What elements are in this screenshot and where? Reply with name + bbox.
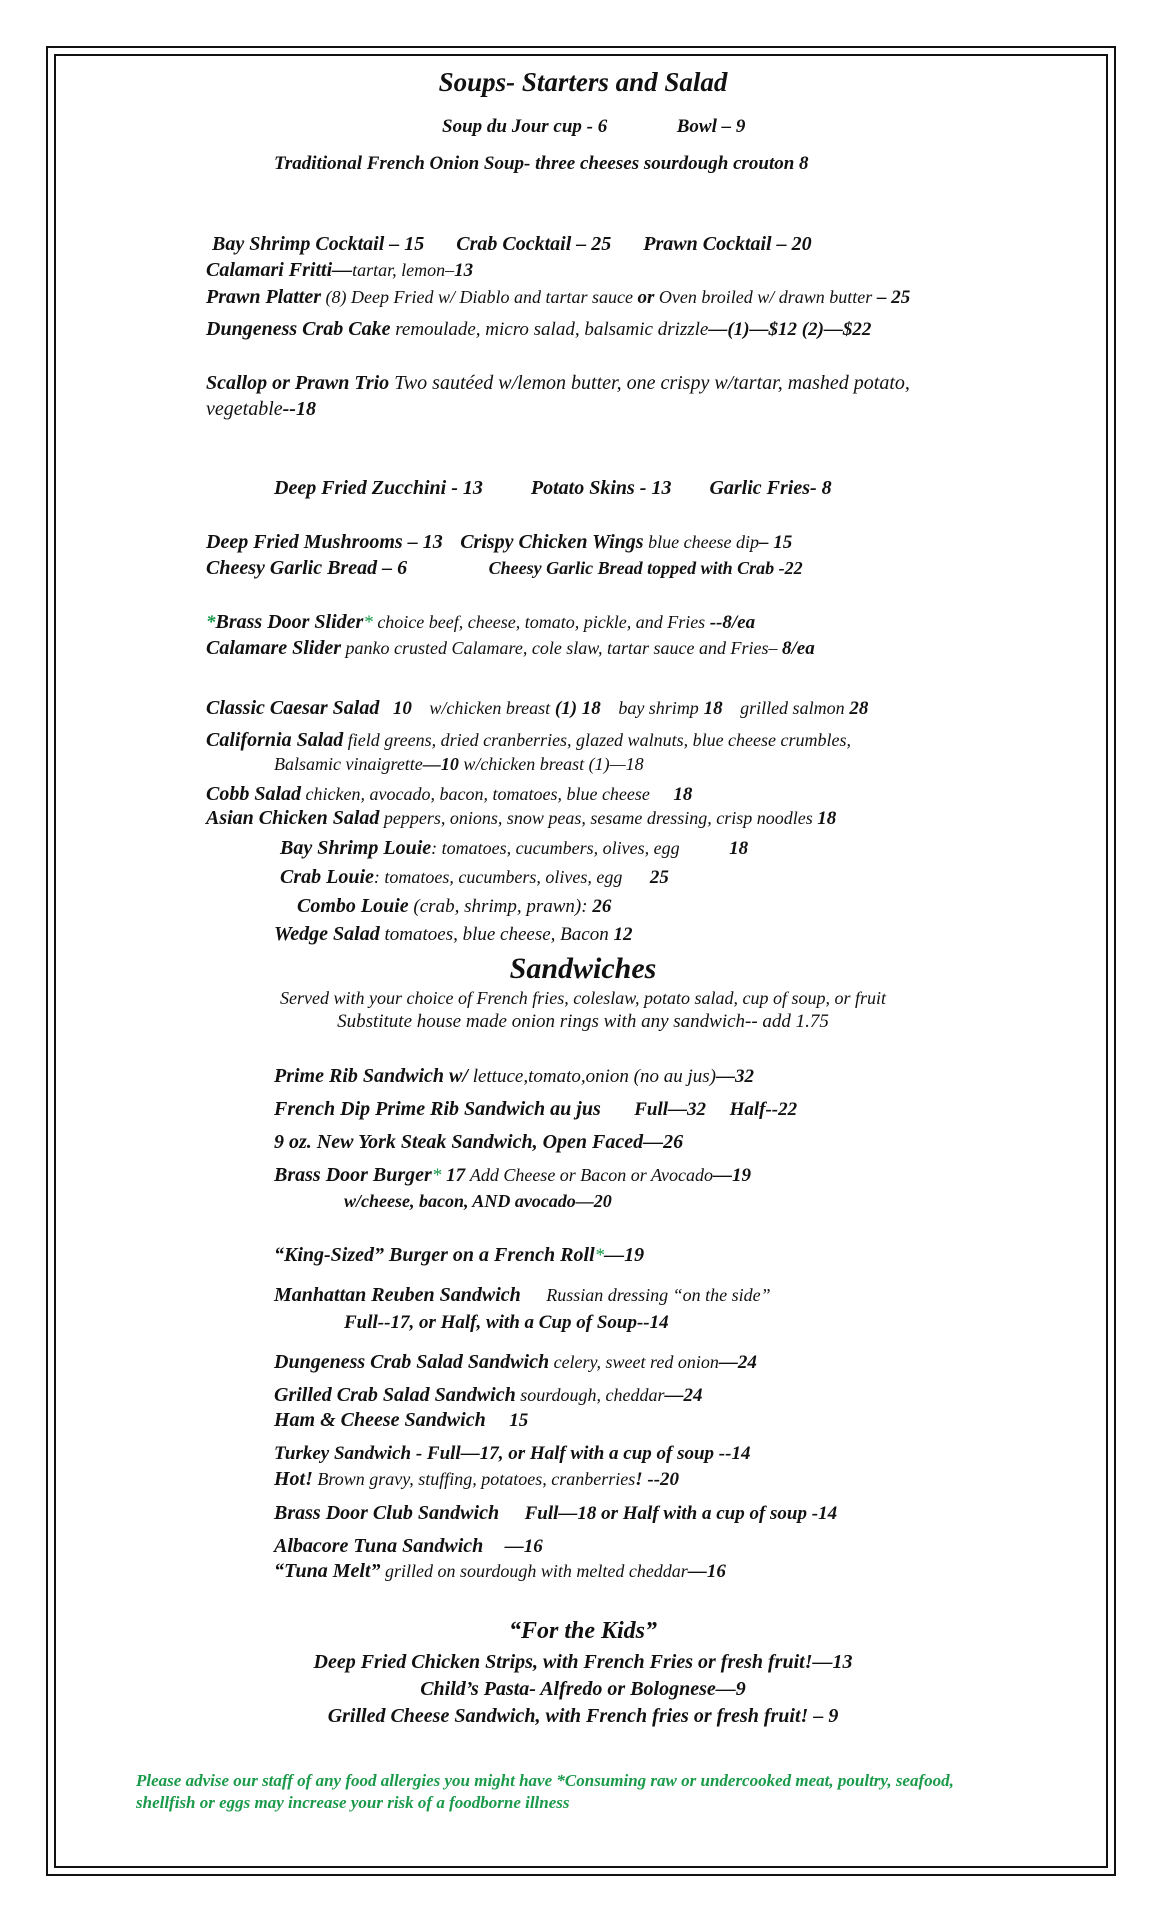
- prawn-platter: [206, 285, 910, 310]
- reuben-desc: Russian dressing “on the side”: [546, 1285, 771, 1305]
- combo-louie: [297, 894, 611, 919]
- bay-shrimp-louie: [280, 836, 748, 861]
- caesar-opt1-price: (1) 18: [554, 698, 601, 719]
- melt-name: “Tuna Melt”: [274, 1560, 381, 1582]
- club-sandwich: [274, 1501, 837, 1526]
- california-price: —10: [422, 754, 459, 774]
- grilled-crab-salad-sandwich: [274, 1383, 703, 1408]
- caesar-opt1: w/chicken breast: [429, 698, 551, 718]
- crab-cake: [206, 317, 871, 342]
- brass-slider-price: --8/ea: [709, 612, 756, 633]
- calamari-desc: tartar, lemon–: [352, 260, 455, 280]
- kids-chicken-strips: Deep Fried Chicken Strips, with French Fries or fresh fruit!—13: [313, 1651, 853, 1673]
- french-dip-name: French Dip Prime Rib Sandwich au jus: [274, 1098, 601, 1120]
- gcs-name: Grilled Crab Salad Sandwich: [274, 1384, 516, 1406]
- sandwiches-substitute-note: Substitute house made onion rings with any sandwich-- add 1.75: [337, 1011, 829, 1032]
- calamari-fritti: [206, 258, 473, 283]
- zucchini: Deep Fried Zucchini - 13: [274, 477, 483, 499]
- burger-combo: w/cheese, bacon, AND avocado—20: [344, 1191, 612, 1211]
- sandwiches-served-note: Served with your choice of French fries, coleslaw, potato salad, cup of soup, or fruit: [280, 988, 886, 1008]
- california-salad-cont: [274, 752, 644, 776]
- tuna-price: —16: [504, 1536, 543, 1557]
- star-mark: *: [363, 612, 373, 633]
- calamare-slider-desc: panko crusted Calamare, cole slaw, tartar sauce and Fries–: [341, 638, 782, 658]
- prawn-platter-price: – 25: [872, 287, 911, 308]
- ham-name: Ham & Cheese Sandwich: [274, 1409, 486, 1431]
- mushrooms-wings-line: [206, 530, 792, 555]
- ham-cheese-sandwich: [274, 1408, 528, 1433]
- potato-skins: Potato Skins - 13: [530, 477, 672, 499]
- cup-label: cup: [553, 116, 582, 137]
- dcs-price: —24: [718, 1352, 757, 1373]
- reuben-price: Full--17, or Half, with a Cup of Soup--14: [344, 1312, 669, 1333]
- california-name: California Salad: [206, 729, 344, 751]
- sandwiches-title: Sandwiches: [509, 952, 657, 985]
- soup-du-jour-line: [442, 115, 745, 139]
- trio-name: Scallop or Prawn Trio: [206, 372, 390, 394]
- asian-price: 18: [817, 808, 837, 829]
- turkey-sandwich: Turkey Sandwich - Full—17, or Half with a cup of soup --14: [274, 1443, 751, 1464]
- allergy-notice-line2: shellfish or eggs may increase your risk of a foodborne illness: [136, 1793, 570, 1812]
- hot-name: Hot!: [274, 1468, 313, 1490]
- cheesy-bread-line: [206, 556, 803, 581]
- reuben-sandwich: [274, 1283, 771, 1308]
- french-dip-full: Full—32: [634, 1099, 707, 1120]
- wedge-name: Wedge Salad: [274, 923, 380, 945]
- tuna-melt: [274, 1559, 726, 1584]
- combo-louie-desc: (crab, shrimp, prawn):: [408, 896, 593, 917]
- star-mark: *: [594, 1245, 605, 1266]
- combo-louie-name: Combo Louie: [297, 895, 409, 917]
- prime-rib-sandwich: [274, 1064, 754, 1089]
- reuben-name: Manhattan Reuben Sandwich: [274, 1284, 521, 1306]
- soup-du-jour-label: Soup du Jour: [442, 116, 549, 137]
- asian-chicken-salad: [206, 806, 836, 831]
- bay-louie-desc: : tomatoes, cucumbers, olives, egg: [431, 838, 680, 858]
- combo-louie-price: 26: [592, 896, 612, 917]
- gcs-desc: sourdough, cheddar: [515, 1385, 665, 1405]
- hot-desc: Brown gravy, stuffing, potatoes, cranberries: [312, 1469, 636, 1489]
- crab-cocktail: Crab Cocktail – 25: [456, 233, 612, 255]
- melt-price: —16: [687, 1561, 726, 1582]
- wings-price: – 15: [759, 532, 793, 553]
- prime-rib-desc: lettuce,tomato,onion (no au jus): [467, 1066, 716, 1087]
- brass-door-slider: [206, 610, 755, 635]
- crab-louie-desc: : tomatoes, cucumbers, olives, egg: [373, 867, 623, 887]
- dcs-name: Dungeness Crab Salad Sandwich: [274, 1351, 550, 1373]
- dcs-desc: celery, sweet red onion: [549, 1352, 719, 1372]
- caesar-opt3: grilled salmon: [740, 698, 845, 718]
- kids-grilled-cheese: Grilled Cheese Sandwich, with French fries or fresh fruit! – 9: [327, 1705, 839, 1727]
- burger-add-price: —19: [712, 1165, 751, 1186]
- california-opt-price: 18: [625, 754, 644, 774]
- prawn-platter-or: or: [637, 287, 655, 308]
- asian-name: Asian Chicken Salad: [206, 807, 380, 829]
- star-mark: *: [431, 1165, 442, 1186]
- burger-price: 17: [446, 1165, 466, 1186]
- prime-rib-price: —32: [715, 1066, 754, 1087]
- star-mark: *: [206, 612, 216, 633]
- garlic-fries: Garlic Fries- 8: [709, 477, 832, 499]
- melt-desc: grilled on sourdough with melted cheddar: [380, 1561, 688, 1581]
- caesar-salad: [206, 696, 868, 721]
- caesar-opt3-price: 28: [849, 698, 869, 719]
- mushrooms: Deep Fried Mushrooms – 13: [206, 531, 443, 553]
- kids-pasta: Child’s Pasta- Alfredo or Bolognese—9: [420, 1678, 746, 1700]
- bay-louie-price: 18: [729, 838, 749, 859]
- brass-slider-name: Brass Door Slider: [215, 611, 364, 633]
- burger-name: Brass Door Burger: [274, 1164, 432, 1186]
- wedge-salad: [274, 922, 632, 947]
- hot-price: ! --20: [635, 1469, 680, 1490]
- allergy-notice-line1: Please advise our staff of any food allergies you might have *Consuming raw or undercooked meat, poultry, seafood,: [136, 1771, 954, 1790]
- calamari-name: Calamari Fritti—: [206, 259, 353, 281]
- crab-cake-price: —(1)—$12 (2)—$22: [708, 319, 872, 340]
- bowl-label: Bowl: [676, 116, 717, 137]
- wedge-price: 12: [613, 924, 633, 945]
- club-price: Full—18 or Half with a cup of soup -14: [524, 1503, 838, 1524]
- bay-louie-name: Bay Shrimp Louie: [280, 837, 432, 859]
- caesar-opt2: bay shrimp: [618, 698, 699, 718]
- club-name: Brass Door Club Sandwich: [274, 1502, 500, 1524]
- kids-title: “For the Kids”: [508, 1618, 658, 1644]
- ny-steak-sandwich: 9 oz. New York Steak Sandwich, Open Faced—26: [274, 1131, 684, 1153]
- fried-sides-line: [274, 476, 832, 500]
- prawn-platter-name: Prawn Platter: [206, 286, 322, 308]
- king-sized-burger: [274, 1243, 644, 1268]
- calamare-slider-price: 8/ea: [781, 638, 815, 659]
- cocktails-line: [212, 232, 812, 256]
- caesar-price: 10: [392, 698, 412, 719]
- crab-louie-price: 25: [649, 867, 669, 888]
- bowl-price: – 9: [721, 116, 746, 137]
- cobb-salad: [206, 782, 692, 807]
- california-desc2: Balsamic vinaigrette: [274, 754, 423, 774]
- cheesy-bread: Cheesy Garlic Bread – 6: [206, 557, 408, 579]
- caesar-name: Classic Caesar Salad: [206, 697, 380, 719]
- tuna-name: Albacore Tuna Sandwich: [274, 1535, 484, 1557]
- calamari-price: 13: [454, 260, 474, 281]
- prawn-platter-desc: (8) Deep Fried w/ Diablo and tartar sauce: [321, 287, 638, 307]
- cobb-price: 18: [673, 784, 693, 805]
- crab-cake-name: Dungeness Crab Cake: [206, 318, 391, 340]
- prawn-platter-desc2: Oven broiled w/ drawn butter: [654, 287, 873, 307]
- gcs-price: —24: [664, 1385, 703, 1406]
- wings-desc: blue cheese dip: [643, 532, 760, 552]
- cheesy-bread-crab: Cheesy Garlic Bread topped with Crab -22: [488, 558, 803, 578]
- cobb-name: Cobb Salad: [206, 783, 302, 805]
- scallop-prawn-trio-cont: [206, 397, 316, 421]
- trio-price: --18: [282, 398, 316, 420]
- asian-desc: peppers, onions, snow peas, sesame dressing, crisp noodles: [379, 808, 818, 828]
- albacore-tuna-sandwich: [274, 1534, 543, 1559]
- hot-turkey: [274, 1467, 679, 1492]
- crab-cake-desc: remoulade, micro salad, balsamic drizzle: [390, 319, 709, 340]
- calamare-slider-name: Calamare Slider: [206, 637, 342, 659]
- ham-price: 15: [509, 1410, 529, 1431]
- california-desc: field greens, dried cranberries, glazed walnuts, blue cheese crumbles,: [343, 730, 852, 750]
- king-name: “King-Sized” Burger on a French Roll: [274, 1244, 595, 1266]
- king-price: —19: [604, 1244, 645, 1266]
- bay-shrimp-cocktail: Bay Shrimp Cocktail – 15: [212, 233, 425, 255]
- crab-louie-name: Crab Louie: [280, 866, 374, 888]
- brass-slider-desc: choice beef, cheese, tomato, pickle, and Fries: [372, 612, 710, 632]
- cobb-desc: chicken, avocado, bacon, tomatoes, blue cheese: [301, 784, 650, 804]
- french-onion-soup: Traditional French Onion Soup- three cheeses sourdough crouton 8: [274, 153, 809, 174]
- california-opt: w/chicken breast (1)—: [458, 754, 626, 774]
- trio-desc2: vegetable: [206, 398, 283, 420]
- trio-desc: Two sautéed w/lemon butter, one crispy w/tartar, mashed potato,: [389, 372, 910, 394]
- burger-add: Add Cheese or Bacon or Avocado: [469, 1165, 713, 1185]
- prime-rib-name: Prime Rib Sandwich w/: [274, 1065, 468, 1087]
- cup-price: - 6: [586, 116, 608, 137]
- brass-door-burger: [274, 1163, 751, 1188]
- soups-title: Soups- Starters and Salad: [438, 67, 728, 97]
- french-dip-half: Half--22: [729, 1099, 798, 1120]
- wings-name: Crispy Chicken Wings: [460, 531, 644, 553]
- california-salad: [206, 728, 851, 753]
- prawn-cocktail: Prawn Cocktail – 20: [643, 233, 812, 255]
- wedge-desc: tomatoes, blue cheese, Bacon: [379, 924, 614, 945]
- calamare-slider: [206, 636, 815, 661]
- french-dip-sandwich: [274, 1097, 797, 1122]
- scallop-prawn-trio: [206, 371, 910, 396]
- crab-louie: [280, 865, 669, 890]
- dungeness-crab-salad-sandwich: [274, 1350, 757, 1375]
- caesar-opt2-price: 18: [703, 698, 723, 719]
